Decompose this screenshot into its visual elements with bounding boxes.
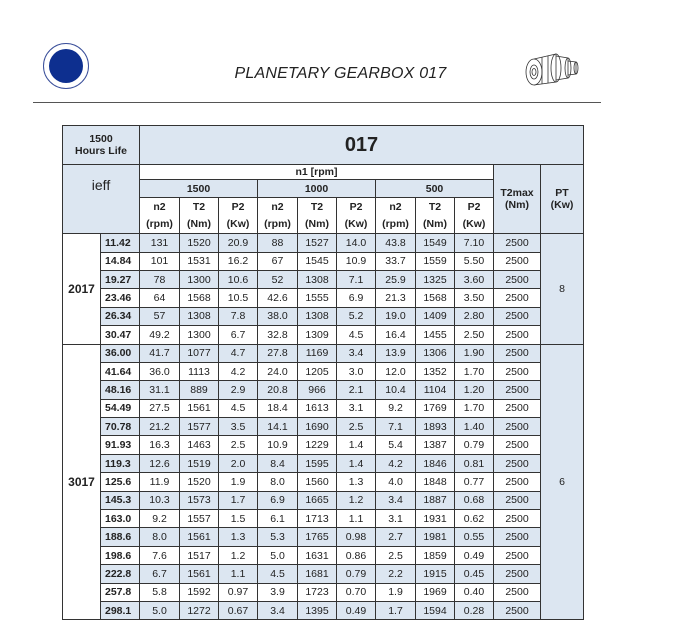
value-cell: 0.98 [337, 528, 376, 546]
value-cell: 3.50 [455, 289, 494, 307]
value-cell: 1.4 [337, 436, 376, 454]
value-cell: 3.0 [337, 362, 376, 380]
value-cell: 10.3 [140, 491, 180, 509]
value-cell: 1309 [298, 326, 337, 344]
value-cell: 1557 [180, 510, 219, 528]
value-cell: 0.62 [455, 510, 494, 528]
value-cell: 0.86 [337, 546, 376, 564]
value-cell: 16.3 [140, 436, 180, 454]
speed-group-header: 1500 [140, 180, 258, 198]
value-cell: 1594 [416, 601, 455, 619]
value-cell: 1463 [180, 436, 219, 454]
value-cell: 1531 [180, 252, 219, 270]
table-row [63, 528, 584, 546]
value-cell: 52 [258, 270, 298, 288]
value-cell: 1568 [180, 289, 219, 307]
table-row [63, 583, 584, 601]
value-cell: 7.8 [219, 307, 258, 325]
ieff-header: ieff [63, 165, 140, 234]
ratio-cell: 91.93 [101, 436, 140, 454]
value-cell: 1300 [180, 270, 219, 288]
value-cell: 2500 [494, 528, 541, 546]
value-cell: 10.9 [258, 436, 298, 454]
value-cell: 1205 [298, 362, 337, 380]
column-unit: (Nm) [416, 216, 455, 234]
value-cell: 6.9 [258, 491, 298, 509]
value-cell: 2500 [494, 270, 541, 288]
value-cell: 2500 [494, 491, 541, 509]
value-cell: 1681 [298, 565, 337, 583]
value-cell: 1561 [180, 528, 219, 546]
value-cell: 101 [140, 252, 180, 270]
column-name: P2 [455, 198, 494, 216]
value-cell: 1.3 [219, 528, 258, 546]
value-cell: 1.90 [455, 344, 494, 362]
column-name: n2 [258, 198, 298, 216]
value-cell: 21.2 [140, 418, 180, 436]
ratio-cell: 257.8 [101, 583, 140, 601]
value-cell: 889 [180, 381, 219, 399]
value-cell: 1969 [416, 583, 455, 601]
table-row [63, 270, 584, 288]
table-row [63, 326, 584, 344]
value-cell: 2500 [494, 436, 541, 454]
value-cell: 4.5 [337, 326, 376, 344]
value-cell: 16.4 [376, 326, 416, 344]
value-cell: 2.50 [455, 326, 494, 344]
value-cell: 4.7 [219, 344, 258, 362]
table-row [63, 454, 584, 472]
value-cell: 1665 [298, 491, 337, 509]
value-cell: 27.8 [258, 344, 298, 362]
ratio-cell: 54.49 [101, 399, 140, 417]
value-cell: 27.5 [140, 399, 180, 417]
ratio-cell: 298.1 [101, 601, 140, 619]
value-cell: 5.50 [455, 252, 494, 270]
value-cell: 1520 [180, 473, 219, 491]
value-cell: 3.60 [455, 270, 494, 288]
ratio-cell: 23.46 [101, 289, 140, 307]
value-cell: 5.0 [140, 601, 180, 619]
value-cell: 10.4 [376, 381, 416, 399]
value-cell: 9.2 [140, 510, 180, 528]
value-cell: 88 [258, 234, 298, 252]
ratio-cell: 41.64 [101, 362, 140, 380]
column-name: P2 [337, 198, 376, 216]
value-cell: 0.55 [455, 528, 494, 546]
value-cell: 1308 [298, 270, 337, 288]
column-unit: (rpm) [258, 216, 298, 234]
value-cell: 33.7 [376, 252, 416, 270]
ratio-cell: 198.6 [101, 546, 140, 564]
value-cell: 1577 [180, 418, 219, 436]
table-row [63, 546, 584, 564]
value-cell: 7.1 [376, 418, 416, 436]
table-row [63, 399, 584, 417]
value-cell: 2500 [494, 399, 541, 417]
hours-life-cell: 1500 Hours Life [63, 126, 140, 165]
value-cell: 2500 [494, 344, 541, 362]
column-name: T2 [416, 198, 455, 216]
table-row [63, 436, 584, 454]
value-cell: 1387 [416, 436, 455, 454]
value-cell: 2500 [494, 546, 541, 564]
value-cell: 1.1 [337, 510, 376, 528]
performance-table [62, 125, 584, 620]
value-cell: 21.3 [376, 289, 416, 307]
value-cell: 2500 [494, 381, 541, 399]
value-cell: 20.9 [219, 234, 258, 252]
ratio-cell: 119.3 [101, 454, 140, 472]
value-cell: 16.2 [219, 252, 258, 270]
table-row [63, 362, 584, 380]
value-cell: 2500 [494, 583, 541, 601]
speed-group-header: 500 [376, 180, 494, 198]
value-cell: 6.9 [337, 289, 376, 307]
ratio-cell: 163.0 [101, 510, 140, 528]
value-cell: 2500 [494, 473, 541, 491]
table-row [63, 491, 584, 509]
value-cell: 1561 [180, 565, 219, 583]
value-cell: 1592 [180, 583, 219, 601]
value-cell: 1306 [416, 344, 455, 362]
value-cell: 7.10 [455, 234, 494, 252]
value-cell: 25.9 [376, 270, 416, 288]
value-cell: 0.79 [455, 436, 494, 454]
column-unit: (Kw) [455, 216, 494, 234]
value-cell: 2500 [494, 362, 541, 380]
value-cell: 20.8 [258, 381, 298, 399]
value-cell: 3.4 [337, 344, 376, 362]
table-row [63, 234, 584, 252]
ratio-cell: 30.47 [101, 326, 140, 344]
gearbox-illustration-icon [520, 48, 582, 88]
value-cell: 43.8 [376, 234, 416, 252]
column-name: T2 [180, 198, 219, 216]
value-cell: 0.40 [455, 583, 494, 601]
value-cell: 1848 [416, 473, 455, 491]
value-cell: 12.6 [140, 454, 180, 472]
speed-group-header: 1000 [258, 180, 376, 198]
column-unit: (Nm) [180, 216, 219, 234]
value-cell: 78 [140, 270, 180, 288]
value-cell: 1.3 [337, 473, 376, 491]
value-cell: 1.5 [219, 510, 258, 528]
series-label: 3017 [63, 344, 101, 620]
value-cell: 1308 [298, 307, 337, 325]
value-cell: 1527 [298, 234, 337, 252]
column-unit: (rpm) [140, 216, 180, 234]
value-cell: 1555 [298, 289, 337, 307]
value-cell: 1.1 [219, 565, 258, 583]
value-cell: 8.4 [258, 454, 298, 472]
column-name: n2 [376, 198, 416, 216]
column-unit: (Kw) [337, 216, 376, 234]
value-cell: 1.9 [376, 583, 416, 601]
value-cell: 24.0 [258, 362, 298, 380]
value-cell: 0.49 [455, 546, 494, 564]
value-cell: 8.0 [140, 528, 180, 546]
table-row [63, 601, 584, 619]
value-cell: 4.0 [376, 473, 416, 491]
value-cell: 3.1 [376, 510, 416, 528]
value-cell: 3.4 [376, 491, 416, 509]
value-cell: 12.0 [376, 362, 416, 380]
value-cell: 4.2 [376, 454, 416, 472]
value-cell: 1765 [298, 528, 337, 546]
value-cell: 36.0 [140, 362, 180, 380]
value-cell: 3.9 [258, 583, 298, 601]
value-cell: 32.8 [258, 326, 298, 344]
value-cell: 0.49 [337, 601, 376, 619]
value-cell: 2.5 [219, 436, 258, 454]
value-cell: 67 [258, 252, 298, 270]
value-cell: 7.1 [337, 270, 376, 288]
value-cell: 1169 [298, 344, 337, 362]
value-cell: 1545 [298, 252, 337, 270]
value-cell: 10.9 [337, 252, 376, 270]
value-cell: 14.0 [337, 234, 376, 252]
value-cell: 57 [140, 307, 180, 325]
table-row [63, 565, 584, 583]
value-cell: 1631 [298, 546, 337, 564]
value-cell: 131 [140, 234, 180, 252]
table-row [63, 510, 584, 528]
value-cell: 1713 [298, 510, 337, 528]
value-cell: 1915 [416, 565, 455, 583]
table-row [63, 307, 584, 325]
ratio-cell: 26.34 [101, 307, 140, 325]
value-cell: 1395 [298, 601, 337, 619]
value-cell: 2500 [494, 326, 541, 344]
value-cell: 7.6 [140, 546, 180, 564]
value-cell: 966 [298, 381, 337, 399]
ratio-cell: 188.6 [101, 528, 140, 546]
value-cell: 1272 [180, 601, 219, 619]
value-cell: 2500 [494, 234, 541, 252]
table-row [63, 418, 584, 436]
column-name: T2 [298, 198, 337, 216]
value-cell: 1.9 [219, 473, 258, 491]
value-cell: 2.2 [376, 565, 416, 583]
value-cell: 1.20 [455, 381, 494, 399]
ratio-cell: 14.84 [101, 252, 140, 270]
value-cell: 2.5 [337, 418, 376, 436]
value-cell: 1723 [298, 583, 337, 601]
value-cell: 4.2 [219, 362, 258, 380]
value-cell: 5.3 [258, 528, 298, 546]
value-cell: 6.7 [140, 565, 180, 583]
page-title: PLANETARY GEARBOX 017 [234, 65, 447, 82]
value-cell: 0.79 [337, 565, 376, 583]
ratio-cell: 11.42 [101, 234, 140, 252]
column-name: P2 [219, 198, 258, 216]
ratio-cell: 125.6 [101, 473, 140, 491]
value-cell: 1325 [416, 270, 455, 288]
value-cell: 1893 [416, 418, 455, 436]
value-cell: 1300 [180, 326, 219, 344]
value-cell: 1559 [416, 252, 455, 270]
value-cell: 1.7 [376, 601, 416, 619]
value-cell: 1769 [416, 399, 455, 417]
value-cell: 1113 [180, 362, 219, 380]
value-cell: 2500 [494, 307, 541, 325]
value-cell: 38.0 [258, 307, 298, 325]
value-cell: 18.4 [258, 399, 298, 417]
n1-header: n1 [rpm] [140, 165, 494, 180]
value-cell: 2500 [494, 252, 541, 270]
ratio-cell: 48.16 [101, 381, 140, 399]
value-cell: 1846 [416, 454, 455, 472]
value-cell: 1520 [180, 234, 219, 252]
value-cell: 1613 [298, 399, 337, 417]
value-cell: 0.70 [337, 583, 376, 601]
value-cell: 2.5 [376, 546, 416, 564]
value-cell: 1.70 [455, 362, 494, 380]
value-cell: 49.2 [140, 326, 180, 344]
value-cell: 1.2 [337, 491, 376, 509]
value-cell: 0.28 [455, 601, 494, 619]
value-cell: 2500 [494, 565, 541, 583]
value-cell: 2.80 [455, 307, 494, 325]
ratio-cell: 145.3 [101, 491, 140, 509]
table-row [63, 344, 584, 362]
pt-value: 8 [541, 234, 584, 344]
value-cell: 6.1 [258, 510, 298, 528]
value-cell: 1352 [416, 362, 455, 380]
value-cell: 1.40 [455, 418, 494, 436]
value-cell: 1077 [180, 344, 219, 362]
value-cell: 1595 [298, 454, 337, 472]
value-cell: 64 [140, 289, 180, 307]
table-row [63, 252, 584, 270]
value-cell: 1.2 [219, 546, 258, 564]
value-cell: 1560 [298, 473, 337, 491]
series-label: 2017 [63, 234, 101, 344]
value-cell: 2.1 [337, 381, 376, 399]
column-unit: (Nm) [298, 216, 337, 234]
table-row [63, 473, 584, 491]
value-cell: 5.0 [258, 546, 298, 564]
value-cell: 5.2 [337, 307, 376, 325]
ratio-cell: 19.27 [101, 270, 140, 288]
value-cell: 42.6 [258, 289, 298, 307]
value-cell: 1.7 [219, 491, 258, 509]
value-cell: 19.0 [376, 307, 416, 325]
value-cell: 31.1 [140, 381, 180, 399]
model-heading: 017 [140, 126, 584, 165]
value-cell: 2500 [494, 289, 541, 307]
value-cell: 0.68 [455, 491, 494, 509]
value-cell: 0.97 [219, 583, 258, 601]
value-cell: 2.7 [376, 528, 416, 546]
value-cell: 1519 [180, 454, 219, 472]
value-cell: 0.81 [455, 454, 494, 472]
column-unit: (rpm) [376, 216, 416, 234]
value-cell: 10.5 [219, 289, 258, 307]
value-cell: 1561 [180, 399, 219, 417]
value-cell: 13.9 [376, 344, 416, 362]
value-cell: 3.4 [258, 601, 298, 619]
value-cell: 1931 [416, 510, 455, 528]
value-cell: 2.0 [219, 454, 258, 472]
value-cell: 1409 [416, 307, 455, 325]
value-cell: 1.70 [455, 399, 494, 417]
value-cell: 2500 [494, 454, 541, 472]
value-cell: 3.1 [337, 399, 376, 417]
value-cell: 1887 [416, 491, 455, 509]
value-cell: 2500 [494, 418, 541, 436]
value-cell: 9.2 [376, 399, 416, 417]
value-cell: 1549 [416, 234, 455, 252]
value-cell: 0.77 [455, 473, 494, 491]
value-cell: 1.4 [337, 454, 376, 472]
ratio-cell: 70.78 [101, 418, 140, 436]
pt-value: 6 [541, 344, 584, 620]
ratio-cell: 222.8 [101, 565, 140, 583]
header-divider [33, 102, 601, 103]
value-cell: 4.5 [258, 565, 298, 583]
value-cell: 3.5 [219, 418, 258, 436]
value-cell: 2500 [494, 601, 541, 619]
value-cell: 41.7 [140, 344, 180, 362]
value-cell: 2500 [494, 510, 541, 528]
value-cell: 1573 [180, 491, 219, 509]
ratio-cell: 36.00 [101, 344, 140, 362]
value-cell: 6.7 [219, 326, 258, 344]
value-cell: 5.4 [376, 436, 416, 454]
value-cell: 1859 [416, 546, 455, 564]
value-cell: 1981 [416, 528, 455, 546]
value-cell: 1308 [180, 307, 219, 325]
table-row [63, 289, 584, 307]
value-cell: 10.6 [219, 270, 258, 288]
column-name: n2 [140, 198, 180, 216]
value-cell: 1517 [180, 546, 219, 564]
value-cell: 2.9 [219, 381, 258, 399]
value-cell: 1104 [416, 381, 455, 399]
value-cell: 14.1 [258, 418, 298, 436]
table-row [63, 381, 584, 399]
value-cell: 0.67 [219, 601, 258, 619]
value-cell: 5.8 [140, 583, 180, 601]
value-cell: 0.45 [455, 565, 494, 583]
value-cell: 8.0 [258, 473, 298, 491]
value-cell: 1229 [298, 436, 337, 454]
value-cell: 4.5 [219, 399, 258, 417]
t2max-header: T2max (Nm) [494, 165, 541, 234]
value-cell: 1690 [298, 418, 337, 436]
column-unit: (Kw) [219, 216, 258, 234]
value-cell: 11.9 [140, 473, 180, 491]
value-cell: 1568 [416, 289, 455, 307]
value-cell: 1455 [416, 326, 455, 344]
pt-header: PT (Kw) [541, 165, 584, 234]
